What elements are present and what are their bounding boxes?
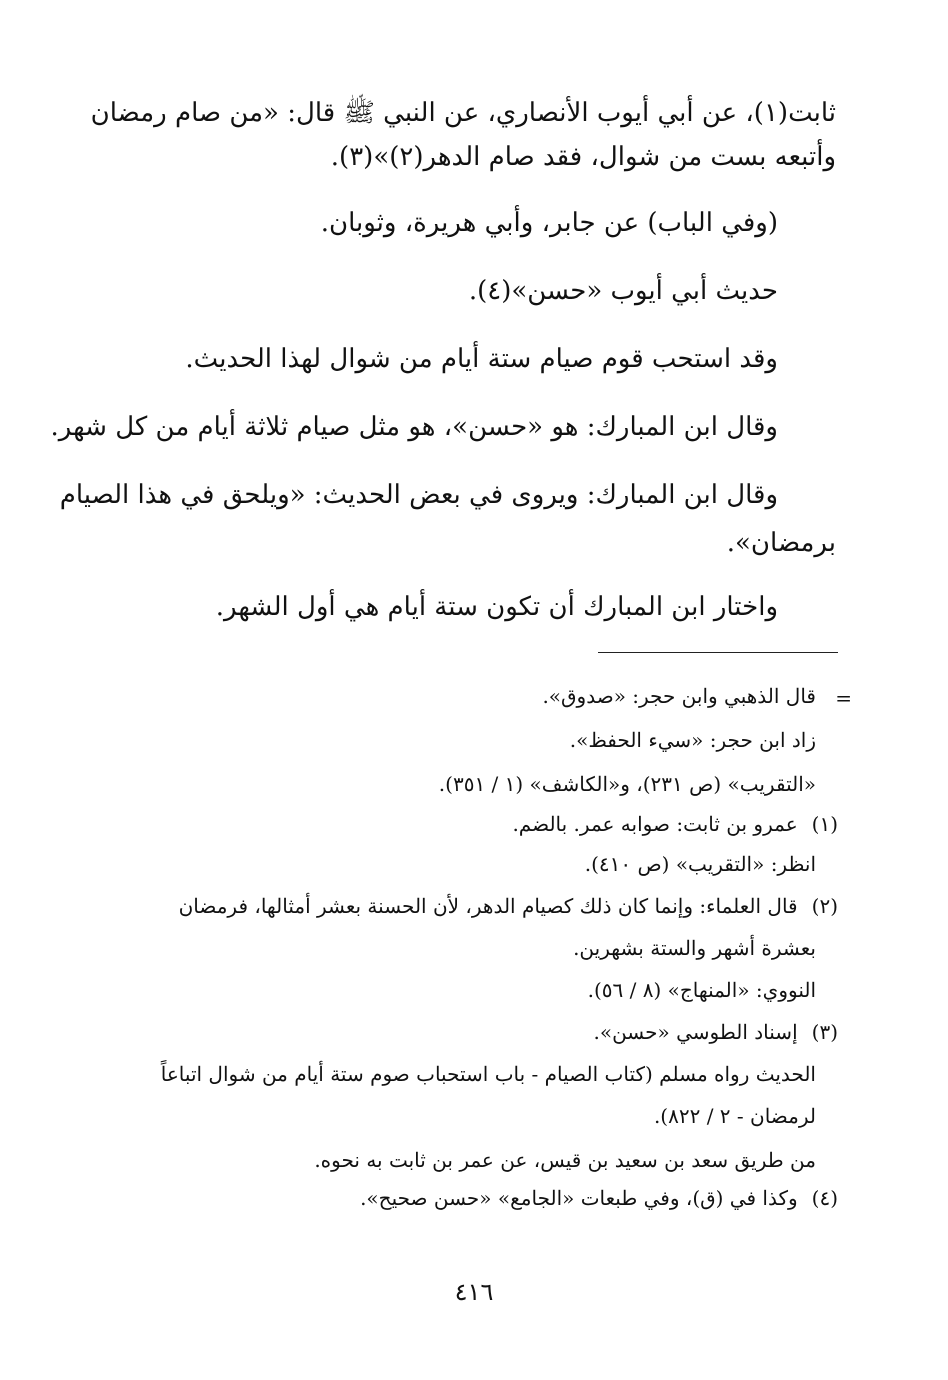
footnote-text: إسناد الطوسي «حسن». xyxy=(593,1020,798,1044)
footnote-separator xyxy=(598,652,838,653)
footnote-text: عمرو بن ثابت: صوابه عمر. بالضم. xyxy=(512,812,798,836)
main-text-line: حديث أبي أيوب «حسن»(٤). xyxy=(468,276,778,306)
footnote-number: (٢) xyxy=(811,894,838,918)
footnote-line: زاد ابن حجر: «سيء الحفظ». xyxy=(569,728,816,752)
main-text-line: وقال ابن المبارك: ويروى في بعض الحديث: «ويلحق في هذا الصيام xyxy=(59,480,778,510)
page-number: ٤١٦ xyxy=(454,1278,494,1306)
main-text-line: وقد استحب قوم صيام ستة أيام من شوال لهذا الحديث. xyxy=(185,344,778,374)
footnote-line: النووي: «المنهاج» (٨ / ٥٦). xyxy=(587,978,816,1002)
footnote-1 xyxy=(512,812,838,836)
footnote-number: (٣) xyxy=(811,1020,838,1044)
footnote-number: (١) xyxy=(811,812,838,836)
footnote-text: قال العلماء: وإنما كان ذلك كصيام الدهر، لأن الحسنة بعشر أمثالها، فرمضان xyxy=(178,894,798,918)
main-text-line: وأتبعه بست من شوال، فقد صام الدهر(٢)»(٣). xyxy=(330,142,836,172)
footnote-line: الحديث رواه مسلم (كتاب الصيام - باب استحباب صوم ستة أيام من شوال اتباعاً xyxy=(160,1062,816,1086)
main-text-line: (وفي الباب) عن جابر، وأبي هريرة، وثوبان. xyxy=(320,208,778,238)
main-text-line: ثابت(١)، عن أبي أيوب الأنصاري، عن النبي ﷺ قال: «من صام رمضان xyxy=(90,98,836,128)
footnote-line: من طريق سعد بن سعيد بن قيس، عن عمر بن ثابت به نحوه. xyxy=(314,1148,816,1172)
footnote-number: (٤) xyxy=(811,1186,838,1210)
continuation-mark: = xyxy=(835,686,852,710)
footnote-3 xyxy=(593,1020,838,1044)
footnote-line: «التقريب» (ص ٢٣١)، و«الكاشف» (١ / ٣٥١). xyxy=(438,772,816,796)
footnote-text: وكذا في (ق)، وفي طبعات «الجامع» «حسن صحيح». xyxy=(360,1186,798,1210)
footnote-line: انظر: «التقريب» (ص ٤١٠). xyxy=(584,852,816,876)
footnote-4 xyxy=(360,1186,838,1210)
footnote-line: لرمضان - ٢ / ٨٢٢). xyxy=(653,1104,816,1128)
main-text-line: برمضان». xyxy=(726,528,836,558)
footnote-line: بعشرة أشهر والستة بشهرين. xyxy=(573,936,816,960)
main-text-line: واختار ابن المبارك أن تكون ستة أيام هي أول الشهر. xyxy=(215,592,778,622)
footnote-line: قال الذهبي وابن حجر: «صدوق». xyxy=(542,684,816,708)
footnote-2 xyxy=(179,894,838,918)
main-text-line: وقال ابن المبارك: هو «حسن»، هو مثل صيام ثلاثة أيام من كل شهر. xyxy=(50,412,778,442)
